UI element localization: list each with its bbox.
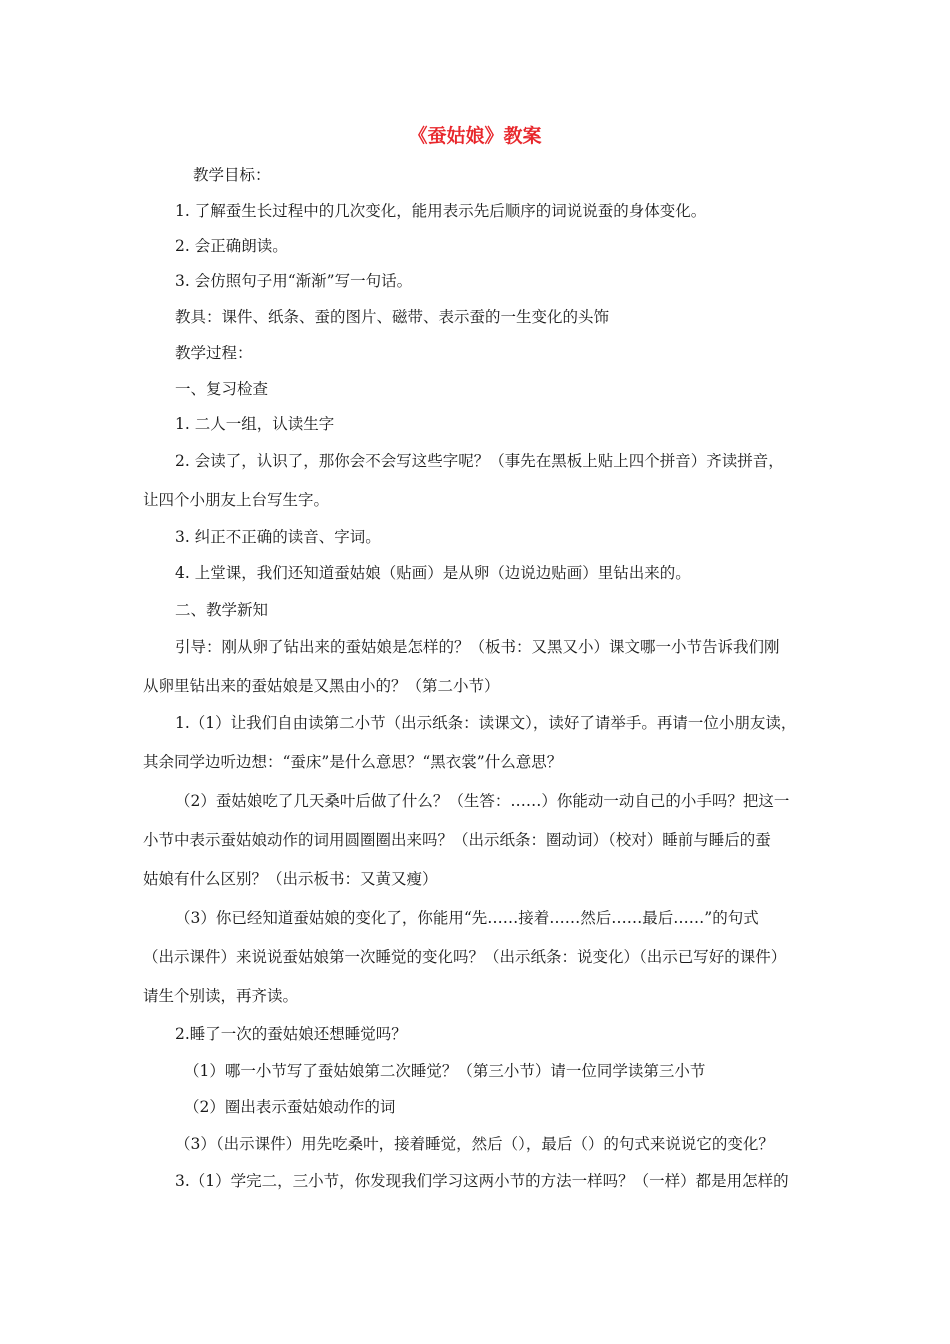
text-line: 其余同学边听边想：“蚕床”是什么意思？“黑衣裳”什么意思？: [143, 753, 563, 771]
text-line: 教学目标：: [193, 166, 271, 184]
text-line: （出示课件）来说说蚕姑娘第一次睡觉的变化吗？（出示纸条：说变化）（出示已写好的课件）: [143, 948, 787, 966]
text-line: （3）你已经知道蚕姑娘的变化了，你能用“先……接着……然后……最后……”的句式: [175, 909, 759, 927]
document-title: 《蚕姑娘》教案: [408, 125, 542, 147]
text-line: 一、复习检查: [175, 380, 269, 398]
text-line: 从卵里钻出来的蚕姑娘是又黑由小的？（第二小节）: [143, 677, 500, 695]
text-line: 姑娘有什么区别？（出示板书：又黄又瘦）: [143, 870, 438, 888]
text-line: 1. 二人一组，认读生字: [175, 415, 335, 433]
text-line: 3. 纠正不正确的读音、字词。: [175, 528, 381, 546]
text-line: 1. 了解蚕生长过程中的几次变化，能用表示先后顺序的词说说蚕的身体变化。: [175, 202, 707, 220]
text-line: 请生个别读，再齐读。: [143, 987, 299, 1005]
text-line: 教学过程：: [175, 344, 253, 362]
text-line: 3. 会仿照句子用“渐渐”写一句话。: [175, 272, 413, 290]
text-line: 2. 会读了，认识了，那你会不会写这些字呢？（事先在黑板上贴上四个拼音）齐读拼音，: [175, 452, 784, 470]
text-line: （2）蚕姑娘吃了几天桑叶后做了什么？（生答：……）你能动一动自己的小手吗？把这一: [175, 792, 790, 810]
text-line: 2. 会正确朗读。: [175, 237, 288, 255]
text-line: （2）圈出表示蚕姑娘动作的词: [184, 1098, 396, 1116]
text-line: 1.（1）让我们自由读第二小节（出示纸条：读课文），读好了请举手。再请一位小朋友读，: [175, 714, 797, 732]
text-line: 2.睡了一次的蚕姑娘还想睡觉吗？: [175, 1025, 407, 1043]
text-line: 教具：课件、纸条、蚕的图片、磁带、表示蚕的一生变化的头饰: [175, 308, 610, 326]
text-line: 二、教学新知: [175, 601, 269, 619]
text-line: 引导：刚从卵了钻出来的蚕姑娘是怎样的？（板书：又黑又小）课文哪一小节告诉我们刚: [175, 638, 780, 656]
text-line: 3.（1）学完二，三小节，你发现我们学习这两小节的方法一样吗？（一样）都是用怎样的: [175, 1172, 789, 1190]
text-line: （3）（出示课件）用先吃桑叶，接着睡觉，然后（），最后（）的句式来说说它的变化？: [175, 1135, 774, 1153]
text-line: （1）哪一小节写了蚕姑娘第二次睡觉？（第三小节）请一位同学读第三小节: [184, 1062, 706, 1080]
text-line: 4. 上堂课，我们还知道蚕姑娘（贴画）是从卵（边说边贴画）里钻出来的。: [175, 564, 691, 582]
text-line: 让四个小朋友上台写生字。: [143, 491, 330, 509]
text-line: 小节中表示蚕姑娘动作的词用圆圈圈出来吗？（出示纸条：圈动词）（校对）睡前与睡后的蚕: [143, 831, 771, 849]
